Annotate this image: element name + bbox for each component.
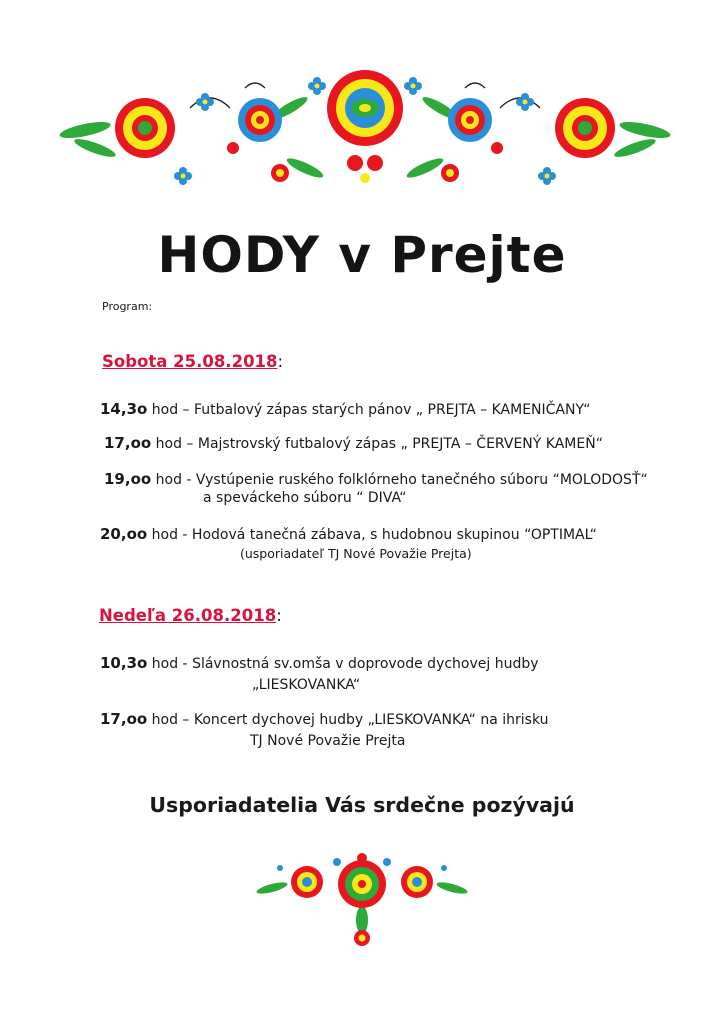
event-continuation: (usporiadateľ TJ Nové Považie Prejta) <box>240 546 472 561</box>
program-label: Program: <box>102 300 153 313</box>
folk-flower-ornament-icon <box>55 68 675 196</box>
folk-flower-ornament-small-icon <box>252 850 472 955</box>
event-continuation: a speváckeho súboru “ DIVA“ <box>203 490 407 506</box>
event-continuation: „LIESKOVANKA“ <box>252 677 361 693</box>
event-row: 20,oo hod - Hodová tanečná zábava, s hudobnou skupinou “OPTIMAL“ <box>100 525 597 543</box>
day-heading-saturday: Sobota 25.08.2018: <box>102 352 284 371</box>
event-continuation: TJ Nové Považie Prejta <box>250 733 406 749</box>
event-row: 14,3o hod – Futbalový zápas starých pánov „ PREJTA – KAMENIČANY“ <box>100 400 591 418</box>
event-row: 19,oo hod - Vystúpenie ruského folklórneho tanečného súboru “MOLODOSŤ“ <box>104 470 648 488</box>
closing-invitation: Usporiadatelia Vás srdečne pozývajú <box>149 793 575 817</box>
day-heading-sunday: Nedeľa 26.08.2018: <box>99 606 282 625</box>
event-row: 10,3o hod - Slávnostná sv.omša v doprovode dychovej hudby <box>100 654 539 672</box>
page-title: HODY v Prejte <box>157 226 567 284</box>
event-row: 17,oo hod – Majstrovský futbalový zápas „ PREJTA – ČERVENÝ KAMEŇ“ <box>104 434 603 452</box>
event-row: 17,oo hod – Koncert dychovej hudby „LIESKOVANKA“ na ihrisku <box>100 710 549 728</box>
